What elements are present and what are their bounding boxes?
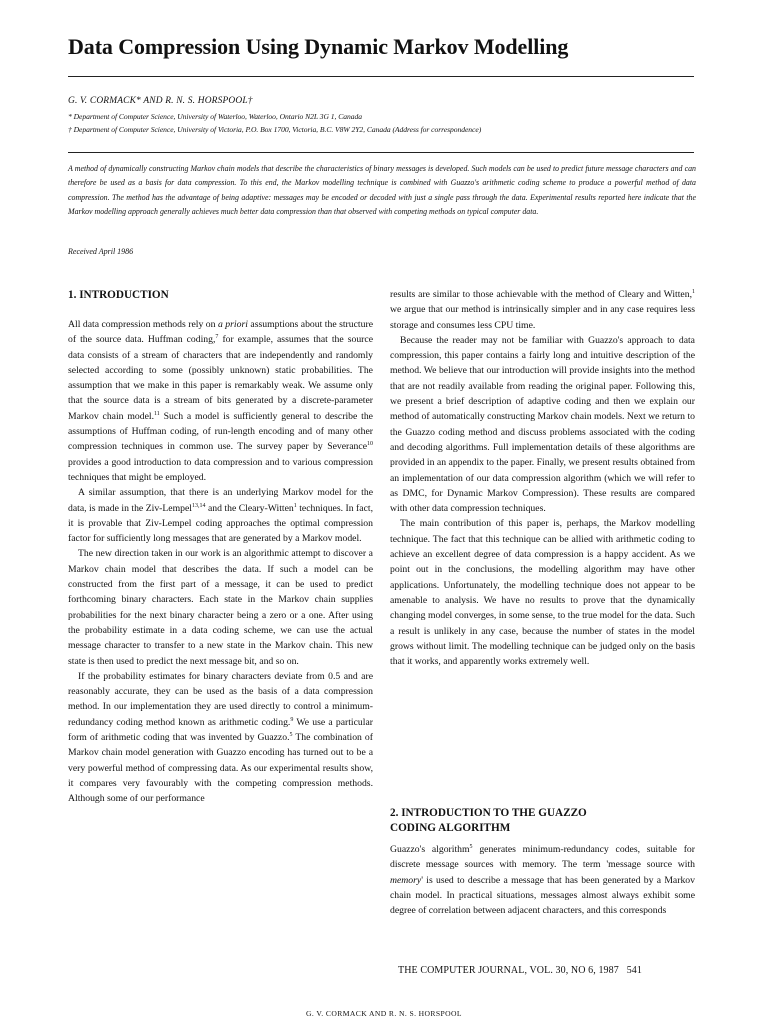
- section-2-heading-line-1: 2. INTRODUCTION TO THE GUAZZO: [390, 807, 587, 819]
- journal-citation: THE COMPUTER JOURNAL, VOL. 30, NO 6, 1987: [398, 965, 619, 976]
- abstract: A method of dynamically constructing Markov chain models that describe the characteristics of binary messages is developed. Such models can be used to predict future message characters and can therefore be used as a basis for data compression. To this end, the Markov modelling technique is combined with Guazzo's arithmetic coding scheme to produce a powerful method of data compression. The method has the advantage of being adaptive: messages may be encoded or decoded with just a single pass through the data. Experimental results reported here indicate that the Markov modelling approach generally achieves much better data compression than that observed with competing methods on typical computer data.: [68, 164, 696, 216]
- running-head: G. V. CORMACK AND R. N. S. HORSPOOL: [306, 1009, 462, 1018]
- right-column: [390, 287, 695, 669]
- affiliation-2: † Department of Computer Science, University of Victoria, P.O. Box 1700, Victoria, B.C. V8W 2Y2, Canada (Address for correspondence): [68, 125, 482, 134]
- guazzo-paragraph-1: Guazzo's algorithm$^5$ generates minimum-redundancy codes, suitable for discrete message sources with memory. The term 'message source with memory' is used to describe a message that has been generated by a Markov chain model. In practical situations, messages almost always exhibit some degree of correlation between adjacent characters, and this corresponds: [390, 843, 695, 917]
- intro-paragraph-5: results are similar to those achievable with the method of Cleary and Witten,$^1$ we argue that our method is intrinsically simpler and in any case requires less storage and consumes less CPU time.: [390, 288, 695, 331]
- intro-paragraph-4: If the probability estimates for binary characters deviate from 0.5 and are reasonably accurate, they can be used as the basis of a data compression method. In our implementation they are used directly to control a minimum-redundancy coding method known as arithmetic coding.$^9$ We use a particular form of arithmetic coding that was invented by Guazzo.$^5$ The combination of Markov chain model generation with Guazzo encoding has turned out to be a very powerful method of compressing data. As our experimental results show, it compares very favourably with the competing compression methods. Although some of our performance: [68, 670, 373, 805]
- received-date: Received April 1986: [68, 247, 134, 256]
- section-1-heading: 1. INTRODUCTION: [68, 289, 169, 301]
- journal-footer: [398, 965, 642, 976]
- section-2-body: [390, 842, 695, 918]
- intro-paragraph-1: All data compression methods rely on a priori assumptions about the structure of the source data. Huffman coding,$^7$ for example, assumes that the source data consists of a stream of characters that are independently and randomly selected according to some (possibly unknown) static probabilities. The assumption that we make in this paper is remarkably weak. We assume only that the source data is a stream of bits generated by a discrete-parameter Markov chain model.$^{11}$ Such a model is sufficiently general to describe the assumptions of Huffman coding, of run-length encoding and of many other compression techniques in common use. The survey paper by Severance$^{10}$ provides a good introduction to data compression and to various compression techniques that might be employed.: [68, 319, 373, 483]
- affiliation-1: * Department of Computer Science, University of Waterloo, Waterloo, Ontario N2L 3G 1, Canada: [68, 112, 363, 121]
- intro-paragraph-2: A similar assumption, that there is an underlying Markov model for the data, is made in the Ziv-Lempel$^{13,14}$ and the Cleary-Witten$^1$ techniques. In fact, it is provable that Ziv-Lempel coding approaches the optimal compression factor for sufficiently long messages that are generated by a Markov model.: [68, 487, 373, 545]
- authors: G. V. CORMACK* AND R. N. S. HORSPOOL†: [68, 96, 253, 106]
- section-2-heading: [390, 806, 587, 836]
- title-rule-top: [68, 76, 694, 77]
- intro-paragraph-6: Because the reader may not be familiar with Guazzo's approach to data compression, this paper contains a fairly long and intuitive description of the method. We believe that our introduction will provide insights into the method that are not readily available from reading the original paper. Following this, we present a brief description of adaptive coding and then we explain our method of automatically constructing Markov chain models. Next we return to the Guazzo coding method and discuss problems associated with the coding and decoding algorithms. Full implementation details of these algorithms are provided in an appendix to the paper. Finally, we present results obtained from an implementation of our data compression algorithm (which we will refer to as DMC, for Dynamic Markov Compression). These results are compared with other data compression techniques.: [390, 334, 695, 515]
- abstract-rule-top: [68, 152, 694, 153]
- section-2-heading-line-2: CODING ALGORITHM: [390, 822, 511, 834]
- intro-paragraph-7: The main contribution of this paper is, perhaps, the Markov modelling technique. The fact that this technique can be allied with arithmetic coding to achieve an excellent degree of data compression is a happy accident. As we point out in the conclusions, the modelling algorithm may have other applications. Unfortunately, the modelling technique does not appear to be amenable to analysis. We have no results to prove that the dynamically changing model converges, in some sense, to the true model for the data. Such a result is unlikely in any case, because the number of states in the model grows without limit. The modelling technique can be judged only on the basis that it works, and apparently works extremely well.: [390, 518, 695, 668]
- left-column: [68, 317, 373, 807]
- paper-title: Data Compression Using Dynamic Markov Modelling: [68, 34, 569, 59]
- intro-paragraph-3: The new direction taken in our work is an algorithmic attempt to discover a Markov chain model that describes the data. If such a model can be constructed from the first part of a message, it can be used to predict forthcoming binary characters. Each state in the Markov chain supplies probabilities for the next binary character being a zero or a one. After using the probability estimate in a data coding scheme, we can use the actual message character to transfer to a new state in the Markov chain. This new state is then used to predict the next message bit, and so on.: [68, 548, 373, 667]
- page-number: 541: [626, 965, 642, 976]
